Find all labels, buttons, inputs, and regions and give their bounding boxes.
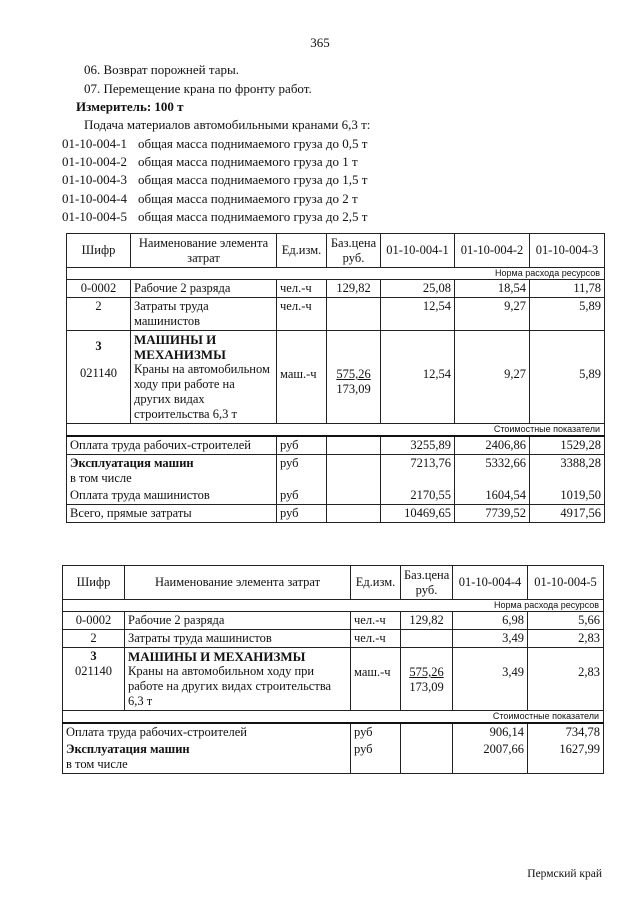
header-col-3: 01-10-004-3 [530, 234, 605, 268]
cost-value: 2007,66 [453, 741, 528, 774]
machines-name-cell [131, 331, 277, 424]
cost-value: 7213,76 [381, 455, 455, 488]
code-text: общая масса поднимаемого груза до 2,5 т [138, 209, 368, 224]
header-col-5: 01-10-004-5 [528, 566, 604, 600]
code-line [62, 172, 367, 188]
cost-value: 1627,99 [528, 741, 604, 774]
cost-value: 10469,65 [381, 505, 455, 523]
code-number: 01-10-004-2 [62, 154, 127, 169]
machine-price-cell [401, 648, 453, 711]
machine-price-cell [327, 331, 381, 424]
machine-price-top: 575,26 [336, 367, 371, 381]
code-number: 01-10-004-1 [62, 136, 127, 151]
cost-label: Стоимостные показатели [67, 424, 605, 437]
section-code: 3 [95, 339, 102, 353]
row-price: 129,82 [327, 280, 381, 298]
machine-unit: маш.-ч [277, 331, 327, 424]
cost-unit: руб [277, 487, 327, 505]
footer-region: Пермский край [527, 868, 602, 880]
row-price [401, 630, 453, 648]
row-code: 0-0002 [63, 612, 125, 630]
row-price [327, 298, 381, 331]
row-code: 2 [63, 630, 125, 648]
row-value: 3,49 [453, 630, 528, 648]
cost-name: Всего, прямые затраты [67, 505, 277, 523]
cost-name: Оплата труда рабочих-строителей [67, 436, 277, 455]
cost-value: 7739,52 [455, 505, 530, 523]
section-code: 3 [90, 649, 97, 663]
code-number: 01-10-004-4 [62, 191, 127, 206]
machines-cell [67, 331, 131, 424]
measure-unit: Измеритель: 100 т [76, 99, 184, 114]
row-name: Затраты труда машинистов [125, 630, 351, 648]
cost-value: 734,78 [528, 723, 604, 741]
header-base-price: Баз.цена руб. [401, 566, 453, 600]
row-code: 2 [67, 298, 131, 331]
machine-value: 5,89 [530, 331, 605, 424]
row-unit: чел.-ч [277, 298, 327, 331]
cost-value: 906,14 [453, 723, 528, 741]
machine-unit: маш.-ч [351, 648, 401, 711]
row-name: Затраты труда машинистов [131, 298, 277, 331]
cost-price [401, 723, 453, 741]
header-name: Наименование элемента затрат [131, 234, 277, 268]
supply-description: Подача материалов автомобильными кранами 6,3 т: [84, 117, 371, 132]
norm-label: Норма расхода ресурсов [63, 600, 604, 612]
row-code: 0-0002 [67, 280, 131, 298]
cost-name-cell [67, 455, 277, 488]
row-value: 6,98 [453, 612, 528, 630]
row-value: 12,54 [381, 298, 455, 331]
row-value: 5,89 [530, 298, 605, 331]
code-text: общая масса поднимаемого груза до 1,5 т [138, 172, 368, 187]
row-price: 129,82 [401, 612, 453, 630]
machine-name: Краны на автомобильном ходу при работе на других видах строительства 6,3 т [134, 362, 270, 421]
header-base-price: Баз.цена руб. [327, 234, 381, 268]
machine-price-top: 575,26 [409, 665, 444, 679]
row-value: 25,08 [381, 280, 455, 298]
code-line [62, 209, 367, 225]
cost-unit: руб [277, 455, 327, 488]
header-col-1: 01-10-004-1 [381, 234, 455, 268]
machine-name: Краны на автомобильном ходу при работе на других видах строительства 6,3 т [128, 664, 332, 708]
row-value: 2,83 [528, 630, 604, 648]
cost-name: Эксплуатация машин [70, 456, 194, 470]
cost-value: 1529,28 [530, 436, 605, 455]
cost-price [327, 455, 381, 488]
cost-price [401, 741, 453, 774]
cost-value: 3255,89 [381, 436, 455, 455]
code-number: 01-10-004-3 [62, 172, 127, 187]
section-title: МАШИНЫ И МЕХАНИЗМЫ [128, 649, 306, 664]
norm-label: Норма расхода ресурсов [67, 268, 605, 280]
machine-price-bottom: 173,09 [336, 382, 371, 396]
code-line [62, 154, 358, 170]
row-value: 9,27 [455, 298, 530, 331]
row-value: 5,66 [528, 612, 604, 630]
cost-value: 2170,55 [381, 487, 455, 505]
machines-cell [63, 648, 125, 711]
code-text: общая масса поднимаемого груза до 0,5 т [138, 136, 368, 151]
cost-price [327, 487, 381, 505]
header-cipher: Шифр [67, 234, 131, 268]
machine-value: 2,83 [528, 648, 604, 711]
machine-value: 9,27 [455, 331, 530, 424]
cost-value: 5332,66 [455, 455, 530, 488]
cost-name-cell [63, 741, 351, 774]
row-unit: чел.-ч [277, 280, 327, 298]
header-unit: Ед.изм. [277, 234, 327, 268]
cost-unit: руб [277, 436, 327, 455]
header-name: Наименование элемента затрат [125, 566, 351, 600]
row-value: 18,54 [455, 280, 530, 298]
row-value: 11,78 [530, 280, 605, 298]
row-unit: чел.-ч [351, 612, 401, 630]
machine-price-bottom: 173,09 [409, 680, 444, 694]
cost-value: 2406,86 [455, 436, 530, 455]
code-line [62, 136, 367, 152]
cost-name: Оплата труда машинистов [67, 487, 277, 505]
header-col-2: 01-10-004-2 [455, 234, 530, 268]
machine-code: 021140 [79, 366, 118, 380]
cost-unit: руб [351, 741, 401, 774]
row-unit: чел.-ч [351, 630, 401, 648]
code-text: общая масса поднимаемого груза до 1 т [138, 154, 358, 169]
code-number: 01-10-004-5 [62, 209, 127, 224]
machine-code: 021140 [74, 664, 113, 678]
cost-label: Стоимостные показатели [63, 711, 604, 724]
row-name: Рабочие 2 разряда [131, 280, 277, 298]
cost-price [327, 505, 381, 523]
intro-item-7: 07. Перемещение крана по фронту работ. [84, 81, 312, 96]
header-unit: Ед.изм. [351, 566, 401, 600]
row-name: Рабочие 2 разряда [125, 612, 351, 630]
cost-value: 3388,28 [530, 455, 605, 488]
section-title: МАШИНЫ И МЕХАНИЗМЫ [134, 332, 226, 362]
header-col-4: 01-10-004-4 [453, 566, 528, 600]
cost-unit: руб [277, 505, 327, 523]
resource-table-2 [62, 565, 604, 774]
machine-value: 12,54 [381, 331, 455, 424]
machines-name-cell [125, 648, 351, 711]
code-line [62, 191, 358, 207]
cost-value: 1604,54 [455, 487, 530, 505]
page-number: 365 [310, 35, 330, 50]
cost-subnote: в том числе [70, 471, 132, 485]
cost-price [327, 436, 381, 455]
intro-item-6: 06. Возврат порожней тары. [84, 62, 239, 77]
header-cipher: Шифр [63, 566, 125, 600]
cost-subnote: в том числе [66, 757, 128, 771]
cost-value: 4917,56 [530, 505, 605, 523]
cost-name: Эксплуатация машин [66, 742, 190, 756]
cost-value: 1019,50 [530, 487, 605, 505]
cost-unit: руб [351, 723, 401, 741]
resource-table-1 [66, 233, 605, 523]
cost-name: Оплата труда рабочих-строителей [63, 723, 351, 741]
machine-value: 3,49 [453, 648, 528, 711]
code-text: общая масса поднимаемого груза до 2 т [138, 191, 358, 206]
